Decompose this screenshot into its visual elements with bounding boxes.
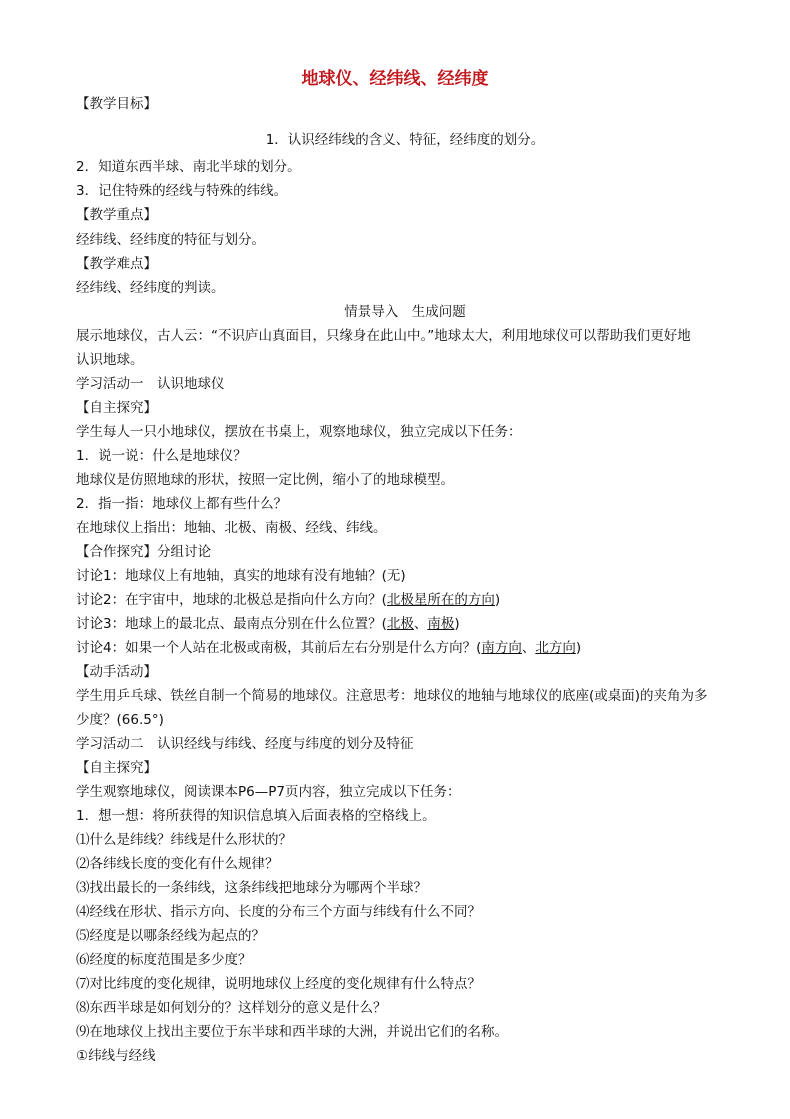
- discussion-4-sep: 、: [521, 640, 536, 656]
- activity-2-instruction: 学生观察地球仪，阅读课本P6—P7页内容，独立完成以下任务：: [76, 784, 461, 800]
- task-1-answer: 地球仪是仿照地球的形状，按照一定比例，缩小了的地球模型。: [76, 472, 454, 488]
- section-heading-intro: 情景导入 生成问题: [344, 304, 466, 320]
- question-2: ⑵各纬线长度的变化有什么规律？: [76, 856, 279, 872]
- question-4: ⑷经线在形状、指示方向、长度的分布三个方面与纬线有什么不同？: [76, 904, 481, 920]
- discussion-2-text: 讨论2：在宇宙中，地球的北极总是指向什么方向？(: [76, 592, 387, 608]
- question-7: ⑺对比纬度的变化规律，说明地球仪上经度的变化规律有什么特点？: [76, 976, 481, 992]
- discussion-2-answer: 北极星所在的方向: [386, 592, 495, 608]
- key-points-text: 经纬线、经纬度的特征与划分。: [76, 232, 265, 248]
- heading-self-explore-2: 【自主探究】: [76, 760, 157, 776]
- question-1: ⑴什么是纬线？纬线是什么形状的？: [76, 832, 292, 848]
- task-2-answer: 在地球仪上指出：地轴、北极、南极、经线、纬线。: [76, 520, 387, 536]
- discussion-2-close: ): [494, 592, 501, 608]
- discussion-4: [76, 638, 581, 658]
- discussion-3: [76, 614, 460, 634]
- discussion-1: 讨论1：地球仪上有地轴，真实的地球有没有地轴？(无): [76, 568, 406, 584]
- difficulties-text: 经纬线、经纬度的判读。: [76, 280, 225, 296]
- activity-1-instruction: 学生每人一只小地球仪，摆放在书桌上，观察地球仪，独立完成以下任务：: [76, 424, 522, 440]
- task-1-question: 1．说一说：什么是地球仪？: [76, 448, 247, 464]
- heading-key-points: 【教学重点】: [76, 207, 157, 223]
- discussion-4-close: ): [575, 640, 582, 656]
- question-3: ⑶找出最长的一条纬线，这条纬线把地球分为哪两个半球？: [76, 880, 427, 896]
- intro-paragraph-line-2: 认识地球。: [76, 352, 144, 368]
- question-8: ⑻东西半球是如何划分的？这样划分的意义是什么？: [76, 1000, 387, 1016]
- discussion-4-answer-1: 南方向: [481, 640, 522, 656]
- hands-on-line-2: 少度？(66.5°): [76, 712, 164, 728]
- discussion-4-answer-2: 北方向: [535, 640, 576, 656]
- heading-self-explore-1: 【自主探究】: [76, 400, 157, 416]
- goal-2: 2．知道东西半球、南北半球的划分。: [76, 159, 301, 175]
- discussion-3-answer-2: 南极: [427, 616, 455, 632]
- think-task: 1．想一想：将所获得的知识信息填入后面表格的空格线上。: [76, 808, 436, 824]
- intro-paragraph-line-1: 展示地球仪，古人云：“不识庐山真面目，只缘身在此山中。”地球太大，利用地球仪可以帮助我们更好地: [76, 328, 691, 344]
- heading-cooperative: 【合作探究】分组讨论: [76, 544, 211, 560]
- discussion-4-text: 讨论4：如果一个人站在北极或南极，其前后左右分别是什么方向？(: [76, 640, 482, 656]
- hands-on-line-1: 学生用乒乓球、铁丝自制一个简易的地球仪。注意思考：地球仪的地轴与地球仪的底座(或桌面)的夹角为多: [76, 688, 708, 704]
- discussion-3-sep: 、: [413, 616, 428, 632]
- discussion-3-text: 讨论3：地球上的最北点、最南点分别在什么位置？(: [76, 616, 387, 632]
- goal-1: 1．认识经纬线的含义、特征，经纬度的划分。: [265, 132, 545, 148]
- goal-3: 3．记住特殊的经线与特殊的纬线。: [76, 183, 288, 199]
- discussion-3-close: ): [454, 616, 460, 632]
- heading-teaching-goals: 【教学目标】: [76, 96, 157, 112]
- question-9: ⑼在地球仪上找出主要位于东半球和西半球的大洲，并说出它们的名称。: [76, 1024, 508, 1040]
- heading-hands-on: 【动手活动】: [76, 664, 157, 680]
- task-2-question: 2．指一指：地球仪上都有些什么？: [76, 496, 288, 512]
- subheading-latitude-longitude: ①纬线与经线: [76, 1048, 156, 1064]
- question-5: ⑸经度是以哪条经线为起点的？: [76, 928, 265, 944]
- question-6: ⑹经度的标度范围是多少度？: [76, 952, 252, 968]
- discussion-3-answer-1: 北极: [386, 616, 414, 632]
- activity-1-heading: 学习活动一 认识地球仪: [76, 376, 225, 392]
- document-title: 地球仪、经纬线、经纬度: [301, 69, 489, 89]
- discussion-2: [76, 590, 500, 610]
- activity-2-heading: 学习活动二 认识经线与纬线、经度与纬度的划分及特征: [76, 736, 414, 752]
- heading-difficulties: 【教学难点】: [76, 256, 157, 272]
